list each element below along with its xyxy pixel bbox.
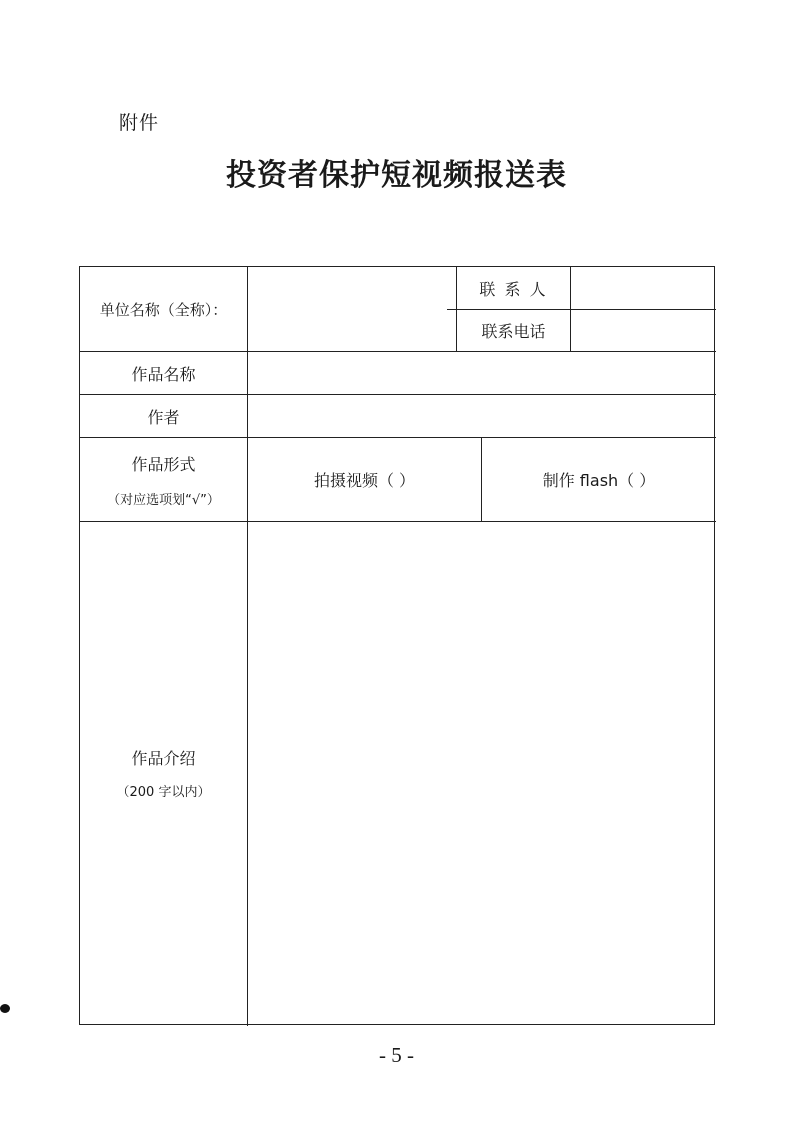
work-format-cell bbox=[80, 438, 247, 521]
unit-name-field[interactable] bbox=[248, 267, 456, 351]
contact-person-label: 联 系 人 bbox=[479, 279, 548, 299]
work-format-hint: （对应选项划“√”） bbox=[107, 492, 220, 508]
intro-hint: （200 字以内） bbox=[116, 785, 211, 800]
work-name-field[interactable] bbox=[248, 352, 716, 394]
page-title: 投资者保护短视频报送表 bbox=[226, 158, 567, 193]
work-name-label: 作品名称 bbox=[131, 364, 196, 384]
contact-person-field[interactable] bbox=[571, 267, 716, 309]
submission-form-table bbox=[79, 266, 715, 1025]
intro-label: 作品介绍 bbox=[131, 749, 196, 768]
option-video-checkbox[interactable]: 拍摄视频（ ） bbox=[313, 471, 416, 490]
contact-phone-label: 联系电话 bbox=[481, 322, 546, 341]
option-flash-checkbox[interactable]: 制作 flash（ ） bbox=[542, 471, 656, 490]
ink-mark bbox=[0, 1004, 10, 1013]
unit-name-label: 单位名称（全称）： bbox=[99, 300, 228, 319]
page-number: - 5 - bbox=[379, 1043, 414, 1067]
intro-field[interactable] bbox=[248, 522, 716, 1024]
author-label: 作者 bbox=[147, 407, 180, 427]
attachment-label: 附件 bbox=[119, 112, 160, 134]
author-field[interactable] bbox=[248, 395, 716, 437]
contact-phone-field[interactable] bbox=[571, 310, 716, 351]
intro-cell bbox=[80, 522, 247, 1024]
work-format-label: 作品形式 bbox=[131, 454, 196, 474]
